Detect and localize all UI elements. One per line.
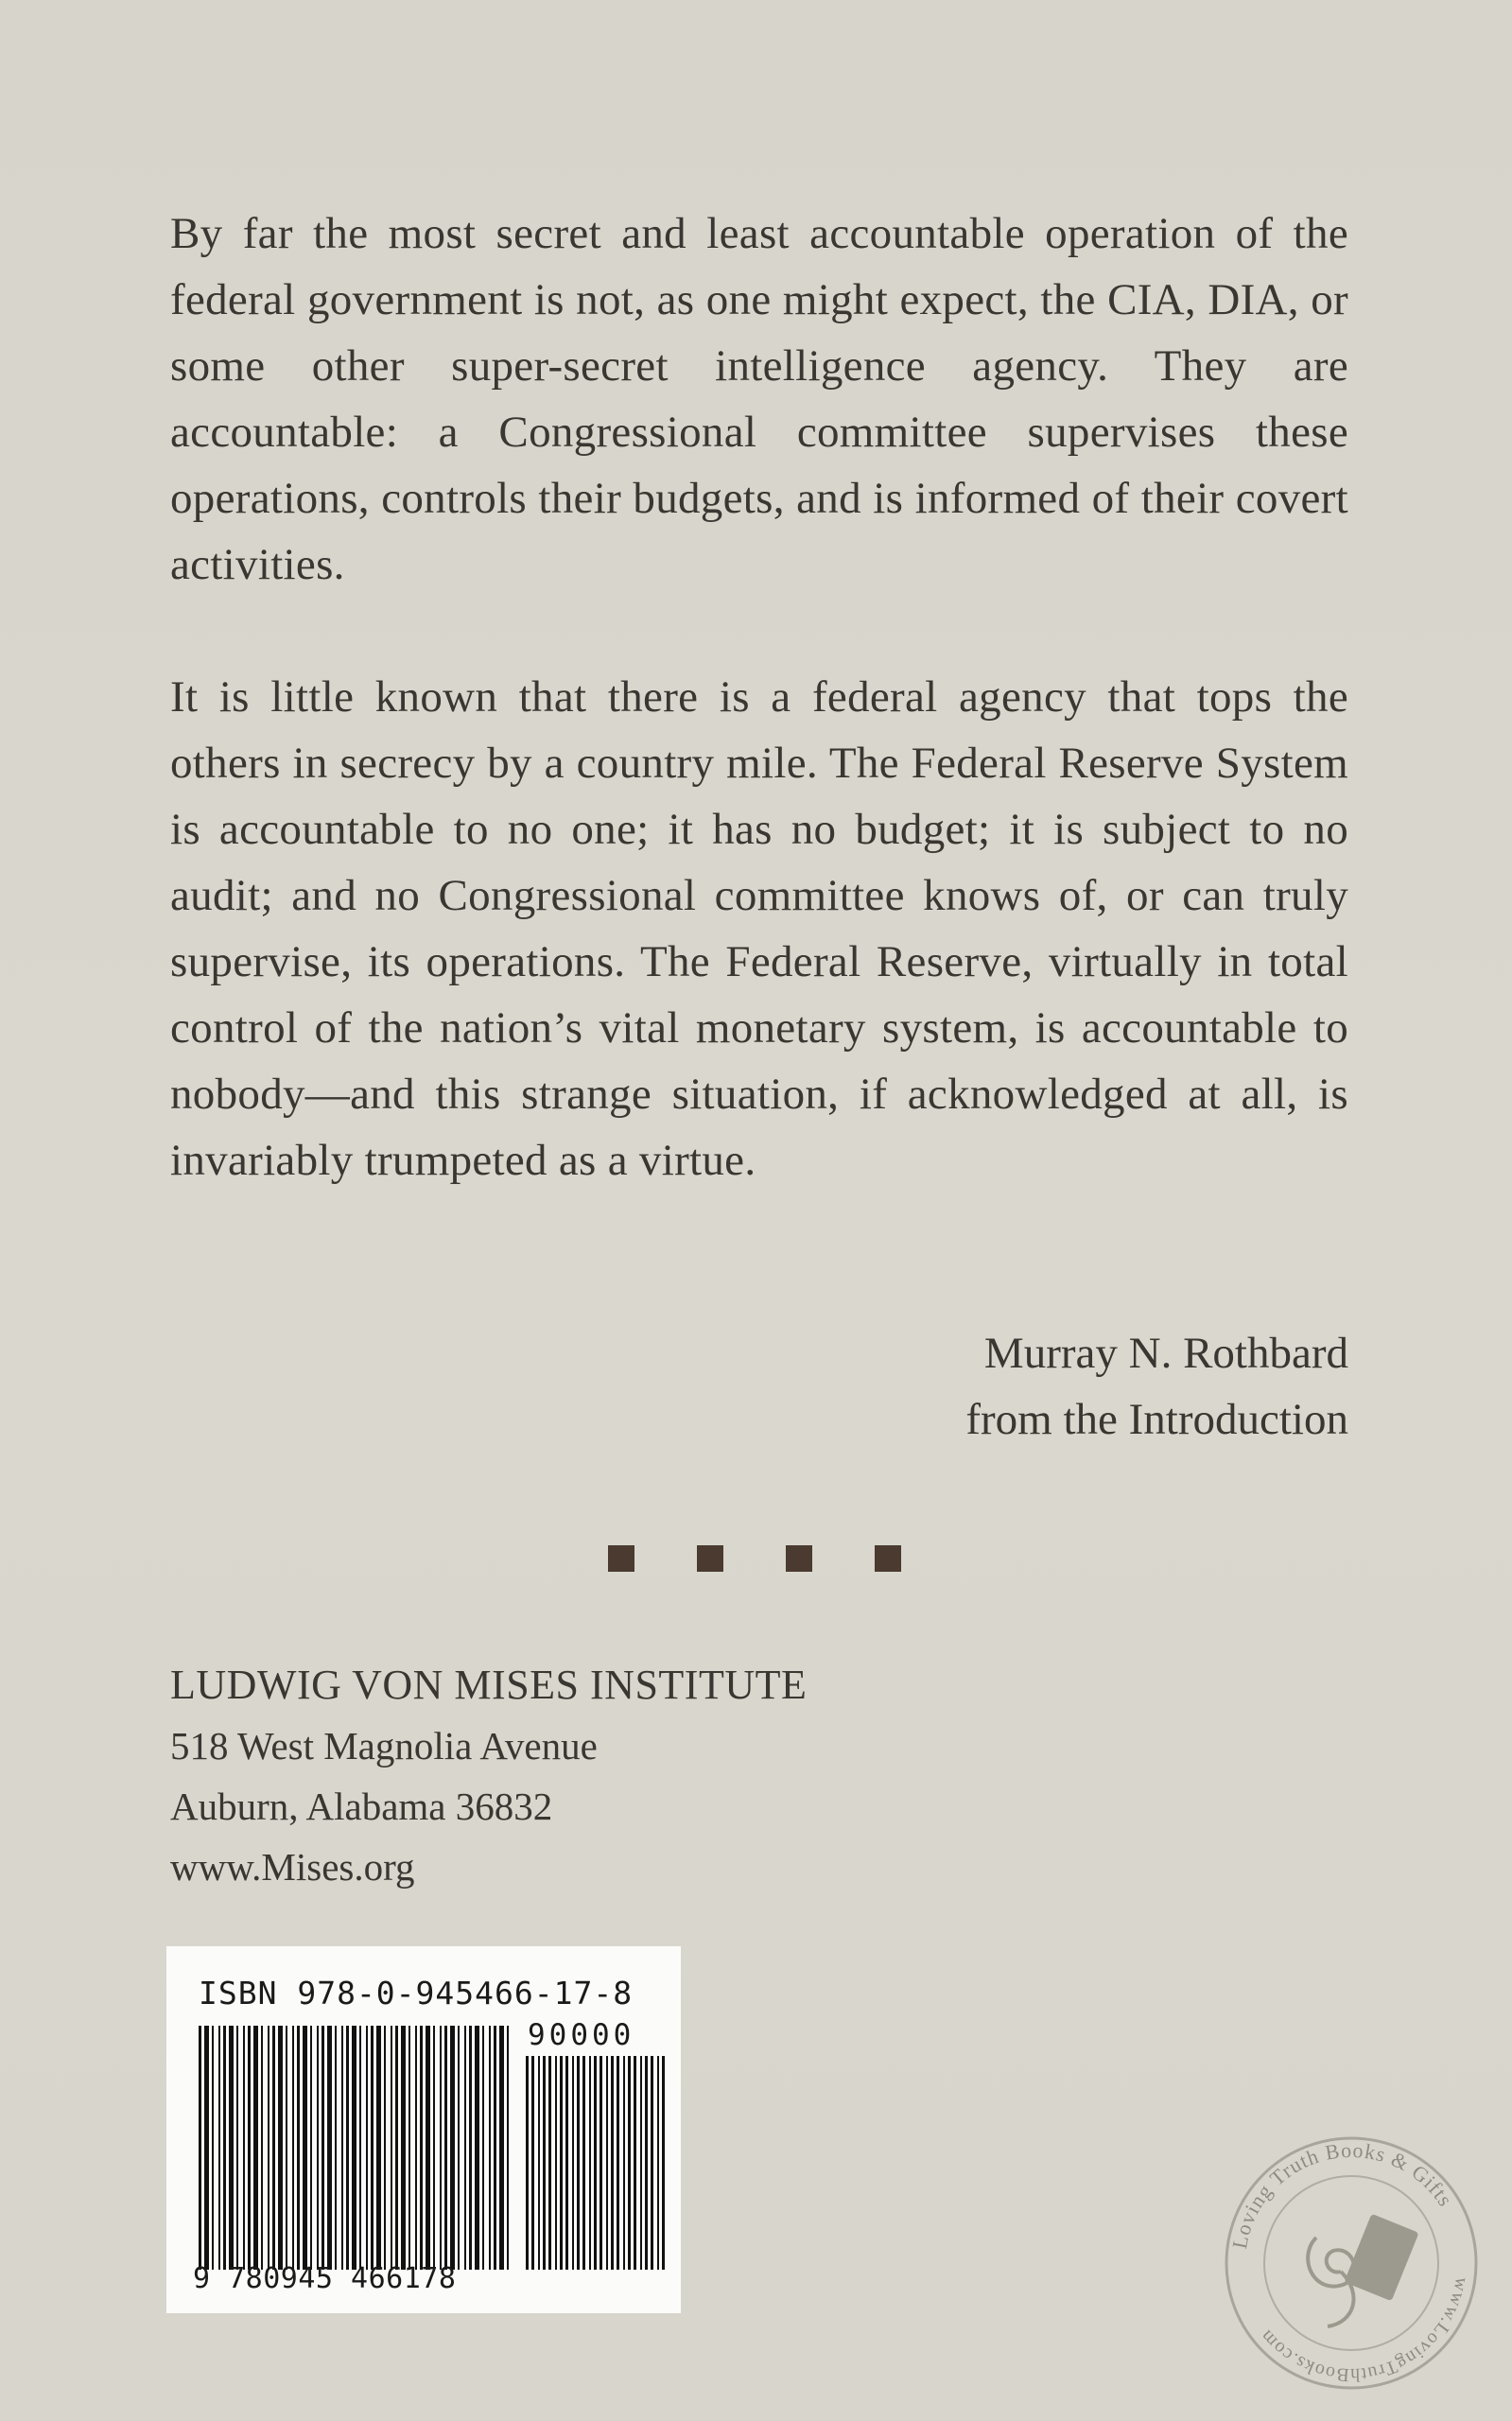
publisher-name: LUDWIG VON MISES INSTITUTE xyxy=(170,1662,808,1708)
barcode-bars-icon xyxy=(199,2026,511,2270)
quote-source: from the Introduction xyxy=(965,1395,1348,1444)
ornament-square xyxy=(608,1545,634,1572)
author-name: Murray N. Rothbard xyxy=(983,1329,1348,1378)
svg-text:www.LovingTruthBooks.com xyxy=(1256,2275,1472,2385)
bookstore-seal-icon xyxy=(1222,2134,1481,2393)
ornament-square xyxy=(875,1545,901,1572)
book-icon xyxy=(1344,2214,1418,2302)
ornament-square xyxy=(697,1545,723,1572)
svg-text:Loving Truth Books & Gifts xyxy=(1227,2138,1458,2251)
ornament-divider xyxy=(608,1545,901,1572)
publisher-block xyxy=(170,1655,807,1897)
seal-text-bottom: www.LovingTruthBooks.com xyxy=(1255,2275,1473,2386)
barcode-addon-bars-icon xyxy=(526,2056,666,2270)
publisher-city: Auburn, Alabama 36832 xyxy=(170,1785,553,1828)
ornament-square xyxy=(786,1545,812,1572)
quote-attribution xyxy=(965,1320,1348,1453)
publisher-street: 518 West Magnolia Avenue xyxy=(170,1724,598,1768)
isbn-barcode xyxy=(166,1946,681,2313)
isbn-label: ISBN 978-0-945466-17-8 xyxy=(199,1975,634,2012)
price-code: 90000 xyxy=(528,2018,635,2052)
blurb-paragraph-1: By far the most secret and least accountable operation of the federal government is not, as one might expect, the CIA, DIA, or some other super-secret intelligence agency. They are accountable: a Congressional committee supervises these operations, controls their budgets, and is informed of their covert activities. xyxy=(170,209,1348,589)
blurb-paragraph-2: It is little known that there is a federal agency that tops the others in secrecy by a country mile. The Federal Reserve System is accountable to no one; it has no budget; it is subject to no audit; and no Congressional committee knows of, or can truly supervise, its operations. The Federal Reserve, virtually in total control of the nation’s vital monetary system, is accountable to nobody—and this strange situation, if acknowledged at all, is invariably trumpeted as a virtue. xyxy=(170,672,1348,1185)
seal-text-top: Loving Truth Books & Gifts xyxy=(1227,2137,1458,2251)
barcode-digits: 9 780945 466178 xyxy=(193,2262,457,2295)
publisher-website: www.Mises.org xyxy=(170,1845,415,1889)
